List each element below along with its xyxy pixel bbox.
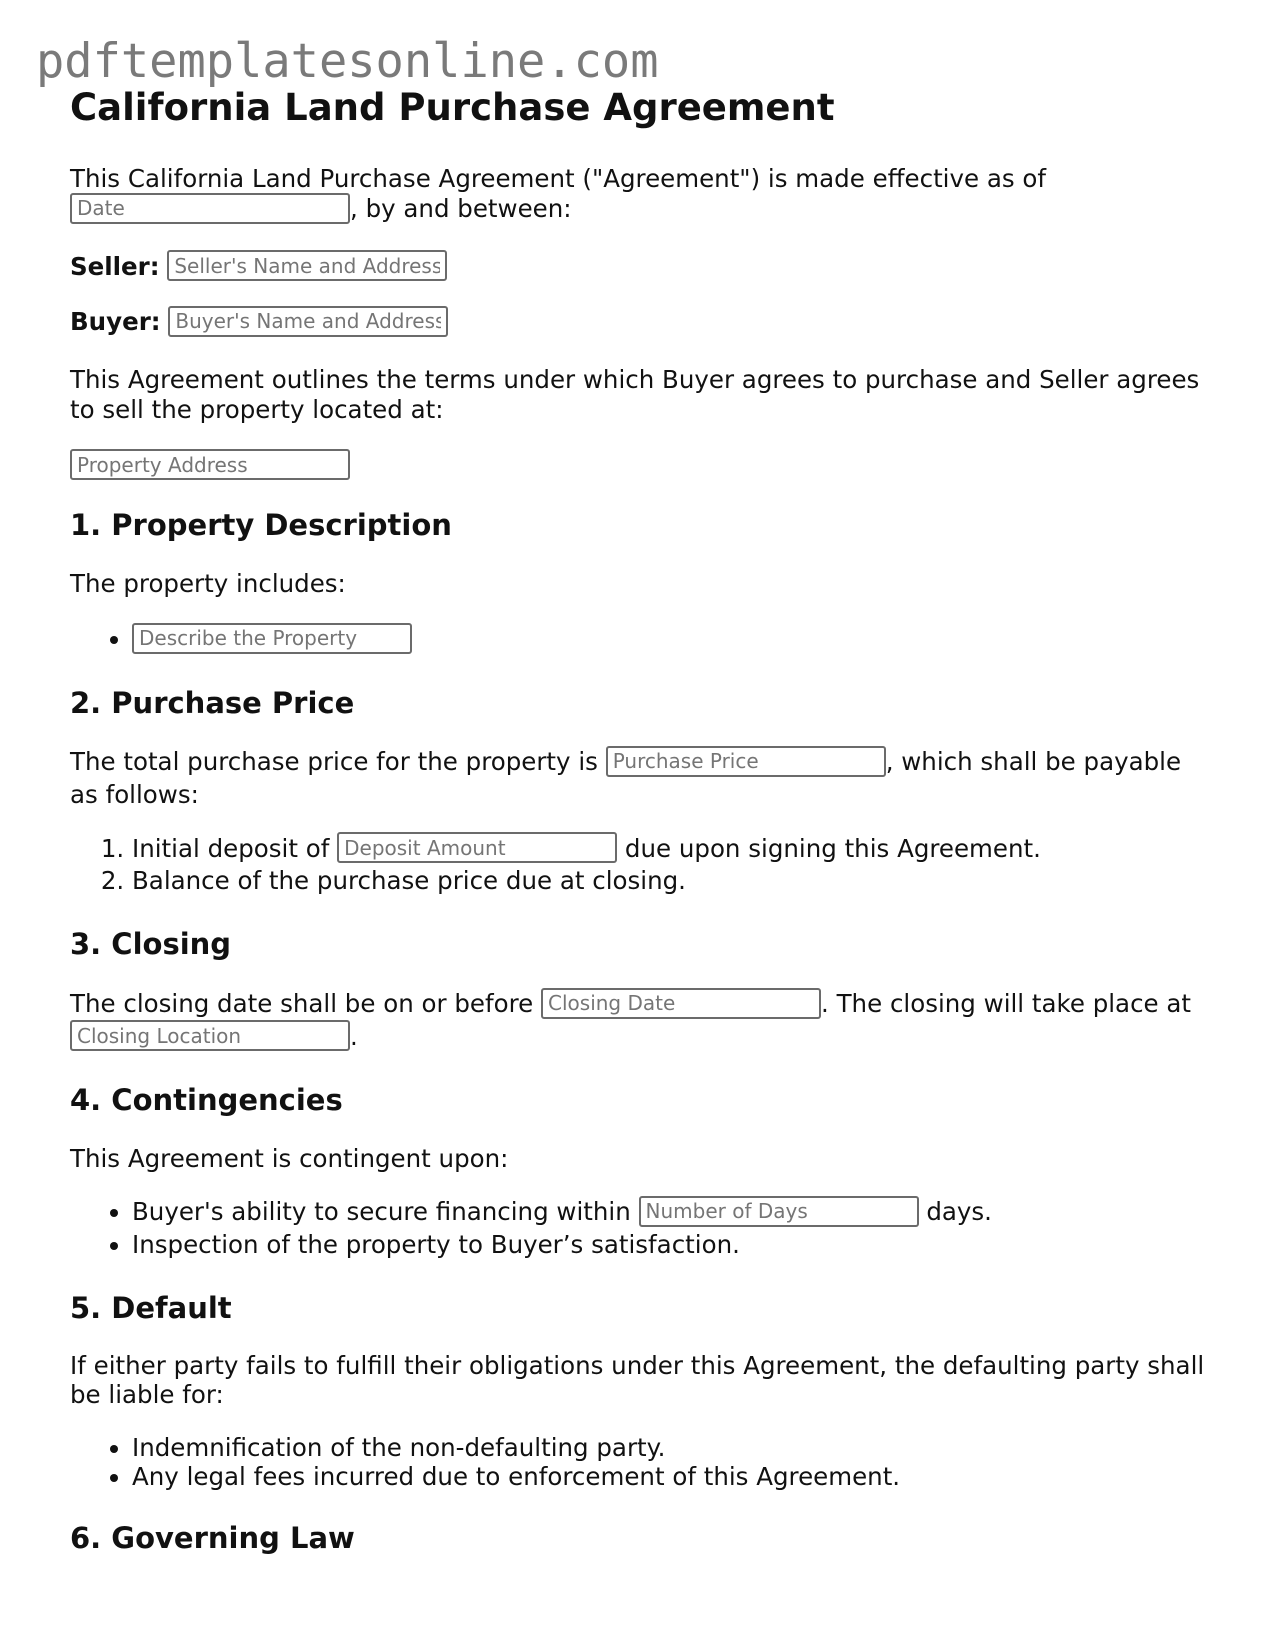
section-heading-contingencies: 4. Contingencies [70,1083,343,1118]
list-item: • Inspection of the property to Buyer’s satisfaction. [132,1229,1210,1261]
property-address-row [70,451,1210,483]
deposit-amount-input[interactable] [337,832,617,863]
financing-text-after: days. [926,1197,992,1227]
property-description-input[interactable] [132,623,412,654]
intro-text: This California Land Purchase Agreement ("Agreement") is made effective as of [70,164,1047,194]
deposit-text-after: due upon signing this Agreement. [624,833,1041,863]
payment-list [70,833,1210,898]
list-item: • Any legal fees incurred due to enforcement of this Agreement. [132,1462,1210,1491]
section-heading-property: 1. Property Description [70,508,452,543]
closing-text-end: . [350,1021,358,1051]
list-item [132,833,1210,866]
price-text-before: The total purchase price for the property is [70,747,598,777]
property-text: The property includes: [70,569,346,599]
price-paragraph [70,746,1210,811]
outline-paragraph: This Agreement outlines the terms under which Buyer agrees to purchase and Seller agrees to sell the property located at: [70,364,1200,424]
default-list [70,1433,1210,1491]
contingencies-text: This Agreement is contingent upon: [70,1144,509,1174]
buyer-row [70,307,1210,339]
list-item [132,1196,1210,1229]
closing-date-input[interactable] [541,988,821,1019]
section-heading-price: 2. Purchase Price [70,685,355,720]
property-address-input[interactable] [70,449,350,480]
document-title: California Land Purchase Agreement [70,86,835,129]
buyer-name-input[interactable] [168,306,448,337]
default-paragraph: If either party fails to fulfill their obligations under this Agreement, the defaulting party shall be liable for: [70,1351,1205,1410]
closing-text-middle: . The closing will take place at [821,989,1192,1019]
closing-paragraph [70,988,1210,1053]
list-item [132,623,1210,656]
seller-label: Seller: [70,251,160,281]
section-heading-law: 6. Governing Law [70,1521,355,1556]
financing-text-before: Buyer's ability to secure financing within [132,1197,631,1227]
property-list [70,623,1210,656]
price-text-after: , which shall be payable as follows: [70,747,1182,809]
purchase-price-input[interactable] [606,746,886,777]
closing-text-before: The closing date shall be on or before [70,989,534,1019]
watermark: pdftemplatesonline.com [36,34,659,89]
list-item: • Indemnification of the non-defaulting party. [132,1433,1210,1462]
buyer-label: Buyer: [70,307,161,337]
intro-text-after: , by and between: [350,194,572,224]
document-page [70,86,1210,1582]
seller-row [70,252,1210,284]
contingencies-list [70,1196,1210,1261]
date-input[interactable] [70,193,350,224]
seller-name-input[interactable] [167,250,447,281]
intro-paragraph [70,164,1210,226]
list-item: 2. Balance of the purchase price due at closing. [132,865,1210,897]
deposit-text-before: Initial deposit of [132,833,330,863]
section-heading-closing: 3. Closing [70,927,232,962]
financing-days-input[interactable] [639,1196,919,1227]
section-heading-default: 5. Default [70,1290,232,1325]
closing-location-input[interactable] [70,1020,350,1051]
